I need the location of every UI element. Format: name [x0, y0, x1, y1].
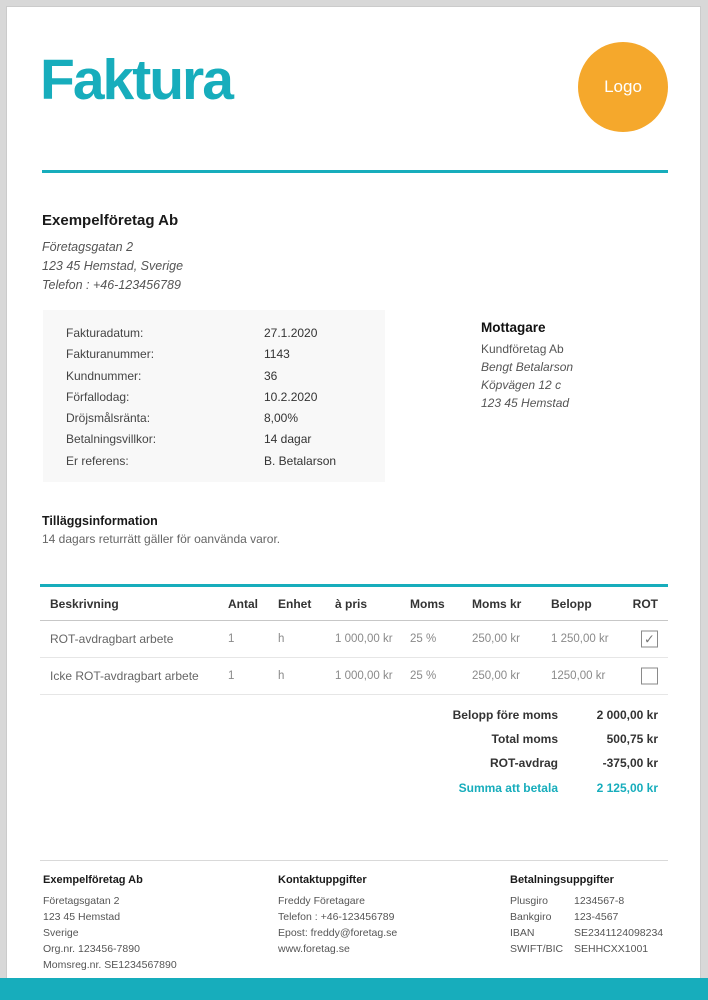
rot-checkbox-unchecked[interactable]: [641, 668, 658, 685]
footer-company-column: [43, 874, 177, 973]
col-header-rot: ROT: [632, 596, 658, 611]
footer-contact-phone: Telefon : +46-123456789: [278, 911, 395, 923]
footer-payment-heading: Betalningsuppgifter: [510, 874, 614, 886]
item-vat-rate: 25 %: [410, 633, 437, 645]
payment-row: [510, 909, 663, 925]
sender-address-line: 123 45 Hemstad, Sverige: [42, 259, 184, 273]
recipient-block: [481, 320, 573, 412]
detail-value: 10.2.2020: [264, 389, 318, 404]
detail-value: 14 dagar: [264, 432, 312, 447]
footer-company-line: 123 45 Hemstad: [43, 911, 121, 923]
detail-value: 36: [264, 368, 278, 383]
item-vat-amount: 250,00 kr: [472, 633, 520, 645]
item-qty: 1: [228, 670, 235, 682]
sender-phone-line: Telefon : +46-123456789: [42, 278, 181, 292]
detail-label: Förfallodag:: [66, 389, 130, 404]
detail-label: Kundnummer:: [66, 368, 142, 383]
item-description: ROT-avdragbart arbete: [50, 632, 174, 646]
item-unit-price: 1 000,00 kr: [335, 670, 393, 682]
recipient-street: Köpvägen 12 c: [481, 378, 562, 392]
item-amount: 1 250,00 kr: [551, 633, 609, 645]
detail-row: [66, 451, 385, 472]
detail-label: Betalningsvillkor:: [66, 432, 157, 447]
detail-row: [66, 323, 385, 344]
grand-total-row: [300, 776, 658, 800]
grand-total-label: Summa att betala: [458, 781, 558, 795]
sender-name: Exempelföretag Ab: [42, 212, 179, 229]
detail-row: [66, 408, 385, 429]
detail-label: Fakturadatum:: [66, 326, 144, 340]
total-label: ROT-avdrag: [489, 756, 558, 770]
detail-label: Er referens:: [66, 453, 129, 468]
recipient-heading: Mottagare: [481, 320, 546, 335]
footer-vat-number: Momsreg.nr. SE1234567890: [43, 959, 177, 971]
total-value: 2 000,00 kr: [596, 708, 658, 722]
additional-info-heading: Tilläggsinformation: [42, 514, 158, 528]
rot-checkbox-checked[interactable]: ✓: [641, 631, 658, 648]
payment-value: SE2341124098234: [574, 927, 664, 939]
payment-row: [510, 925, 663, 941]
footer-company-heading: Exempelföretag Ab: [43, 874, 143, 886]
footer-company-line: Företagsgatan 2: [43, 895, 120, 907]
payment-value: 1234567-8: [574, 895, 625, 907]
col-header-enhet: Enhet: [278, 596, 312, 611]
recipient-name: Kundföretag Ab: [481, 342, 564, 356]
detail-row: [66, 387, 385, 408]
grand-total-value: 2 125,00 kr: [596, 781, 658, 795]
sender-block: [42, 212, 183, 295]
total-value: 500,75 kr: [606, 732, 658, 746]
footer-contact-heading: Kontaktuppgifter: [278, 874, 367, 886]
line-items-table: [40, 584, 668, 695]
payment-label: Plusgiro: [510, 895, 548, 907]
total-row: [300, 727, 658, 751]
item-unit: h: [278, 633, 285, 645]
detail-row: [66, 344, 385, 365]
detail-value: 27.1.2020: [264, 326, 318, 340]
detail-value: B. Betalarson: [264, 453, 337, 468]
item-vat-amount: 250,00 kr: [472, 670, 520, 682]
payment-row: [510, 893, 663, 909]
item-amount: 1250,00 kr: [551, 670, 606, 682]
page-sheet: [6, 6, 701, 1000]
invoice-details-box: [43, 310, 385, 482]
payment-value: SEHHCXX1001: [574, 943, 649, 955]
col-header-moms-kr: Moms kr: [472, 596, 522, 611]
payment-label: SWIFT/BIC: [510, 943, 564, 955]
footer-contact-email: Epost: freddy@foretag.se: [278, 927, 398, 939]
sender-address-line: Företagsgatan 2: [42, 240, 134, 254]
recipient-city: 123 45 Hemstad: [481, 396, 570, 410]
item-unit: h: [278, 670, 285, 682]
detail-row: [66, 366, 385, 387]
col-header-moms: Moms: [410, 596, 445, 611]
footer-contact-website: www.foretag.se: [278, 943, 350, 955]
col-header-belopp: Belopp: [551, 596, 592, 611]
additional-info-block: [42, 514, 280, 546]
total-row: [300, 751, 658, 775]
footer-payment-column: [510, 874, 663, 957]
detail-row: [66, 429, 385, 450]
table-row: [40, 658, 668, 695]
footer-divider: [40, 860, 668, 861]
col-header-antal: Antal: [228, 596, 258, 611]
footer-contact-column: [278, 874, 397, 957]
col-header-beskrivning: Beskrivning: [50, 596, 119, 611]
item-qty: 1: [228, 633, 235, 645]
payment-row: [510, 941, 663, 957]
detail-value: 8,00%: [264, 411, 299, 426]
company-logo: [578, 42, 668, 132]
detail-label: Dröjsmålsränta:: [66, 411, 151, 426]
table-header-row: [40, 587, 668, 621]
total-value: -375,00 kr: [602, 756, 658, 770]
header-divider: [42, 170, 668, 173]
total-row: [300, 703, 658, 727]
logo-label: Logo: [604, 77, 642, 96]
detail-value: 1143: [264, 347, 290, 362]
footer-contact-person: Freddy Företagare: [278, 895, 365, 907]
additional-info-text: 14 dagars returrätt gäller för oanvända varor.: [42, 532, 281, 546]
total-label: Total moms: [491, 732, 558, 746]
recipient-contact-name: Bengt Betalarson: [481, 360, 574, 374]
payment-label: IBAN: [510, 927, 535, 939]
totals-block: [300, 703, 658, 800]
item-description: Icke ROT-avdragbart arbete: [50, 669, 199, 683]
payment-label: Bankgiro: [510, 911, 552, 923]
footer-accent-bar: [0, 978, 708, 1000]
page-title: Faktura: [40, 48, 232, 112]
total-label: Belopp före moms: [452, 708, 558, 722]
footer-org-number: Org.nr. 123456-7890: [43, 943, 140, 955]
payment-value: 123-4567: [574, 911, 619, 923]
table-row: [40, 621, 668, 658]
item-unit-price: 1 000,00 kr: [335, 633, 393, 645]
col-header-a-pris: à pris: [335, 596, 368, 611]
footer-company-line: Sverige: [43, 927, 79, 939]
item-vat-rate: 25 %: [410, 670, 437, 682]
detail-label: Fakturanummer:: [66, 347, 155, 362]
